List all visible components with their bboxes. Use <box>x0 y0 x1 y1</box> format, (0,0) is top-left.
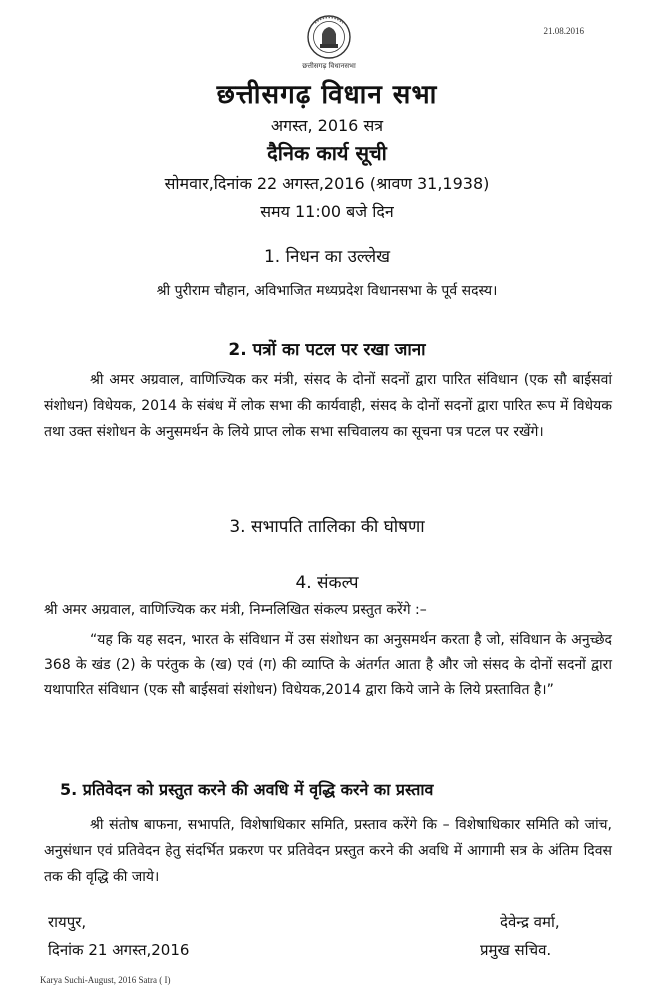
assembly-title: छत्तीसगढ़ विधान सभा <box>216 80 438 110</box>
agenda-title: दैनिक कार्य सूची <box>267 141 387 165</box>
footer-date: दिनांक 21 अगस्त,2016 <box>48 941 190 959</box>
signatory-name: देवेन्द्र वर्मा, <box>500 913 560 931</box>
time-line: समय 11:00 बजे दिन <box>260 202 394 221</box>
assembly-emblem <box>302 14 356 70</box>
section-3-heading: 3. सभापति तालिका की घोषणा <box>229 517 425 537</box>
section-1-body: श्री पुरीराम चौहान, अविभाजित मध्यप्रदेश विधानसभा के पूर्व सदस्य। <box>156 283 498 299</box>
section-1-heading: 1. निधन का उल्लेख <box>263 247 391 267</box>
section-5-heading: 5. प्रतिवेदन को प्रस्तुत करने की अवधि में वृद्धि करने का प्रस्ताव <box>60 780 434 799</box>
footer-place: रायपुर, <box>48 913 87 931</box>
section-2-body: श्री अमर अग्रवाल, वाणिज्यिक कर मंत्री, संसद के दोनों सदनों द्वारा पारित संविधान (एक सौ बाईसवां संशोधन) विधेयक, 2014 के संबंध में लोक सभा की कार्यवाही, संसद के दोनों सदनों द्वारा पारित रूप में विधेयक तथा उक्त संशोधन के अनुसमर्थन के लिये प्राप्त लोक सभा सचिवालय का सूचना पत्र पटल पर रखेंगे। <box>44 372 612 440</box>
section-4-body: श्री अमर अग्रवाल, वाणिज्यिक कर मंत्री, निम्नलिखित संकल्प प्रस्तुत करेंगे :– <box>44 602 427 618</box>
date-line: सोमवार,दिनांक 22 अगस्त,2016 (श्रावण 31,1938) <box>164 174 490 193</box>
session-label: अगस्त, 2016 सत्र <box>270 116 384 135</box>
section-2-heading: 2. पत्रों का पटल पर रखा जाना <box>228 340 426 360</box>
print-date: 21.08.2016 <box>543 26 584 36</box>
emblem-caption: छत्तीसगढ़ विधानसभा <box>302 62 356 70</box>
section-4-quote: “यह कि यह सदन, भारत के संविधान में उस संशोधन का अनुसमर्थन करता है जो, संविधान के अनुच्छेद 368 के खंड (2) के परंतुक के (ख) एवं (ग) की व्याप्ति के अंतर्गत आता है और जो संसद के दोनों सदनों द्वारा यथापारित संविधान (एक सौ बाईसवां संशोधन) विधेयक,2014 द्वारा किये जाने के लिये प्रस्तावित है।” <box>44 632 612 698</box>
section-5-body: श्री संतोष बाफना, सभापति, विशेषाधिकार समिति, प्रस्ताव करेंगे कि – विशेषाधिकार समिति को जांच, अनुसंधान एवं प्रतिवेदन हेतु संदर्भित प्रकरण पर प्रतिवेदन प्रस्तुत करने की अवधि में आगामी सत्र के अंतिम दिवस तक की वृद्धि की जाये। <box>44 817 612 885</box>
page-note: Karya Suchi-August, 2016 Satra ( I) <box>40 975 171 985</box>
signatory-title: प्रमुख सचिव. <box>480 941 552 959</box>
section-4-heading: 4. संकल्प <box>295 573 359 593</box>
